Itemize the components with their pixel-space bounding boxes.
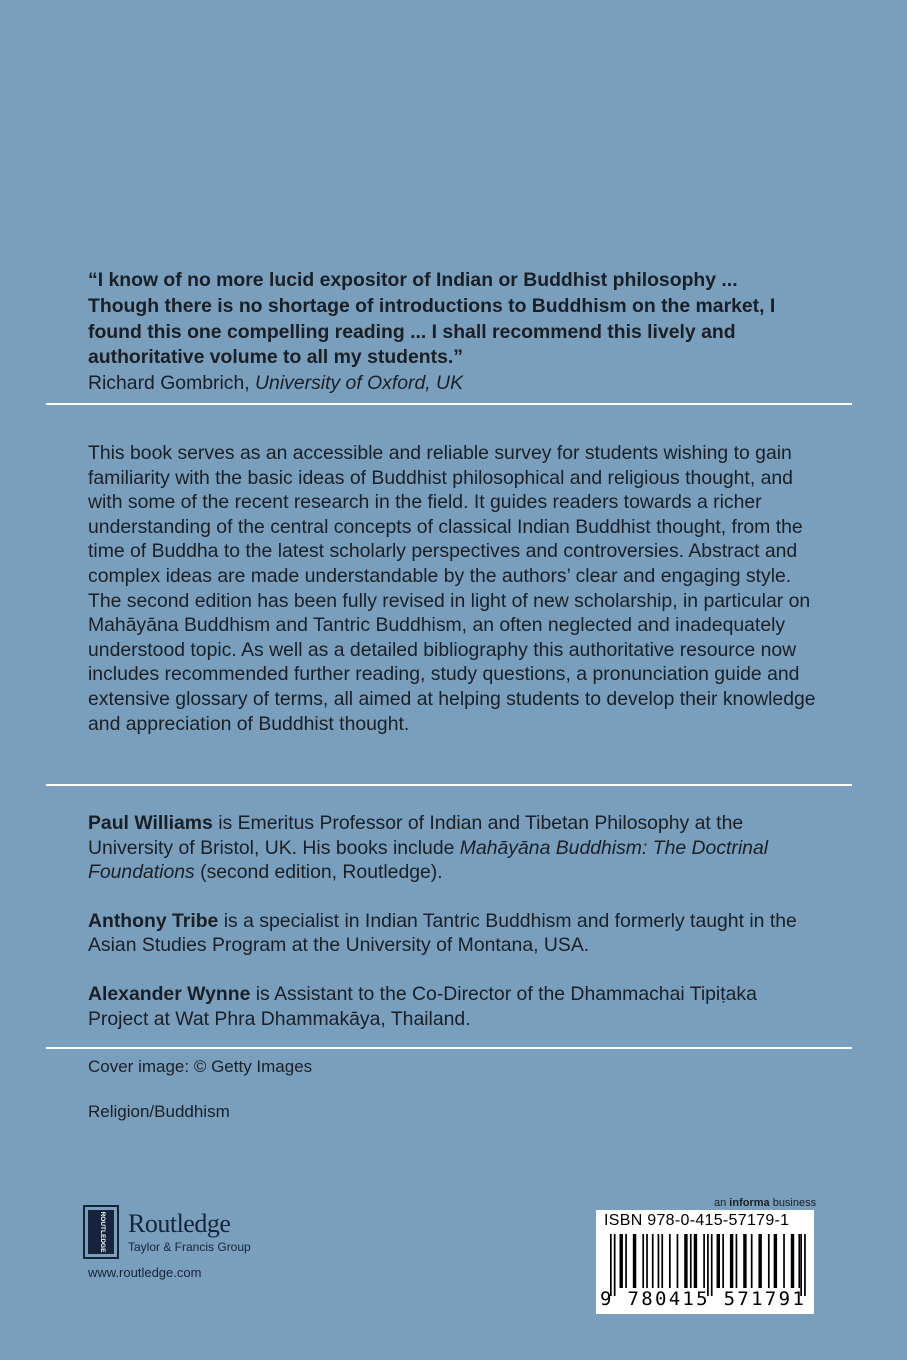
publisher-group: Taylor & Francis Group: [128, 1240, 251, 1254]
cover-credit: Cover image: © Getty Images: [88, 1057, 313, 1076]
barcode-bar: [652, 1234, 654, 1288]
barcode-bar: [743, 1234, 746, 1288]
publisher-website: www.routledge.com: [88, 1265, 202, 1280]
author-name: Alexander Wynne: [88, 982, 251, 1005]
divider-rule-1: [46, 403, 852, 405]
barcode-bar: [625, 1234, 627, 1288]
barcode-bar: [768, 1234, 770, 1288]
endorsement-quote: [88, 268, 808, 397]
subject-category: Religion/Buddhism: [88, 1102, 230, 1121]
quote-attribution-name: Richard Gombrich,: [88, 372, 256, 395]
isbn-label: ISBN 978-0-415-57179-1: [604, 1212, 790, 1229]
author-name: Paul Williams: [88, 812, 213, 834]
barcode-bar: [711, 1234, 713, 1296]
barcode-bar: [677, 1234, 679, 1288]
barcode-bar: [642, 1234, 644, 1288]
barcode-bar: [707, 1234, 709, 1296]
barcode-bar: [730, 1234, 733, 1288]
quote-attribution: [88, 371, 808, 397]
quote-attribution-affiliation: University of Oxford, UK: [255, 372, 463, 395]
divider-rule-3: [46, 1047, 852, 1049]
routledge-logo-icon: [83, 1205, 119, 1259]
quote-text: “I know of no more lucid expositor of Indian or Buddhist philosophy ... Though there is no shortage of introductions to Buddhism on the market, I found this one compelling reading ... I shall recommend this lively and authoritative volume to all my students.”: [88, 269, 776, 369]
barcode-bar: [783, 1234, 785, 1288]
barcode-bar: [722, 1234, 724, 1288]
barcode-bar: [669, 1234, 671, 1288]
barcode-bar: [774, 1234, 777, 1288]
barcode-bar: [751, 1234, 753, 1288]
author-name: Anthony Tribe: [88, 909, 219, 932]
barcode-bar: [646, 1234, 648, 1288]
barcode-bar: [804, 1234, 806, 1296]
barcode-bar: [717, 1234, 720, 1288]
barcode-bars: [610, 1234, 806, 1296]
barcode-bar: [703, 1234, 705, 1288]
author-bio-wynne: Alexander Wynne is Assistant to the Co-Director of the Dhammachai Tipiṭaka Project at Wat Phra Dhammakāya, Thailand.: [88, 982, 757, 1030]
publisher-name: Routledge: [128, 1209, 231, 1238]
barcode-bar: [800, 1234, 802, 1296]
barcode-bar: [610, 1234, 612, 1296]
publisher-logo: [83, 1205, 273, 1265]
barcode-bar: [736, 1234, 738, 1288]
barcode-bar: [798, 1234, 800, 1288]
book-title-italic: Mahāyāna Buddhism: The Doctrinal Foundations: [88, 836, 769, 884]
book-description: This book serves as an accessible and reliable survey for students wishing to gain familiarity with the basic ideas of Buddhist philosophical and religious thought, and with some of the recent research in the field. It guides readers towards a richer understanding of the central concepts of classical Indian Buddhist thought, from the time of Buddha to the latest scholarly perspectives and controversies. Abstract and complex ideas are made understandable by the authors’ clear and engaging style. The second edition has been fully revised in light of new scholarship, in particular on Mahāyāna Buddhism and Tantric Buddhism, an often neglected and inadequately understood topic. As well as a detailed bibliography this authoritative resource now includes recommended further reading, study questions, a pronunciation guide and extensive glossary of terms, all aimed at helping students to develop their knowledge and appreciation of Buddhist thought.: [88, 442, 816, 735]
isbn-barcode: [596, 1210, 814, 1314]
author-bios: [88, 811, 818, 1055]
barcode-bar: [658, 1234, 660, 1288]
barcode-bar: [758, 1234, 761, 1288]
ean-digits: 9 780415 571791: [600, 1288, 807, 1310]
informa-tagline: an informa business: [714, 1197, 817, 1209]
barcode-bar: [684, 1234, 687, 1288]
barcode-bar: [690, 1234, 692, 1288]
barcode-bar: [614, 1234, 616, 1296]
barcode-bar: [694, 1234, 697, 1288]
author-bio-williams: Paul Williams is Emeritus Professor of Indian and Tibetan Philosophy at the University of Bristol, UK. His books include Mahāyāna Buddhism: The Doctrinal Foundations (second edition, Routledge).: [88, 812, 769, 884]
barcode-bar: [791, 1234, 794, 1288]
barcode-bar: [661, 1234, 663, 1288]
barcode-bar: [633, 1234, 636, 1288]
divider-rule-2: [46, 784, 852, 786]
author-bio-tribe: Anthony Tribe is a specialist in Indian Tantric Buddhism and formerly taught in the Asian Studies Program at the University of Montana, USA.: [88, 909, 797, 957]
barcode-bar: [620, 1234, 623, 1288]
logo-spine-text: ROUTLEDGE: [99, 1211, 106, 1253]
